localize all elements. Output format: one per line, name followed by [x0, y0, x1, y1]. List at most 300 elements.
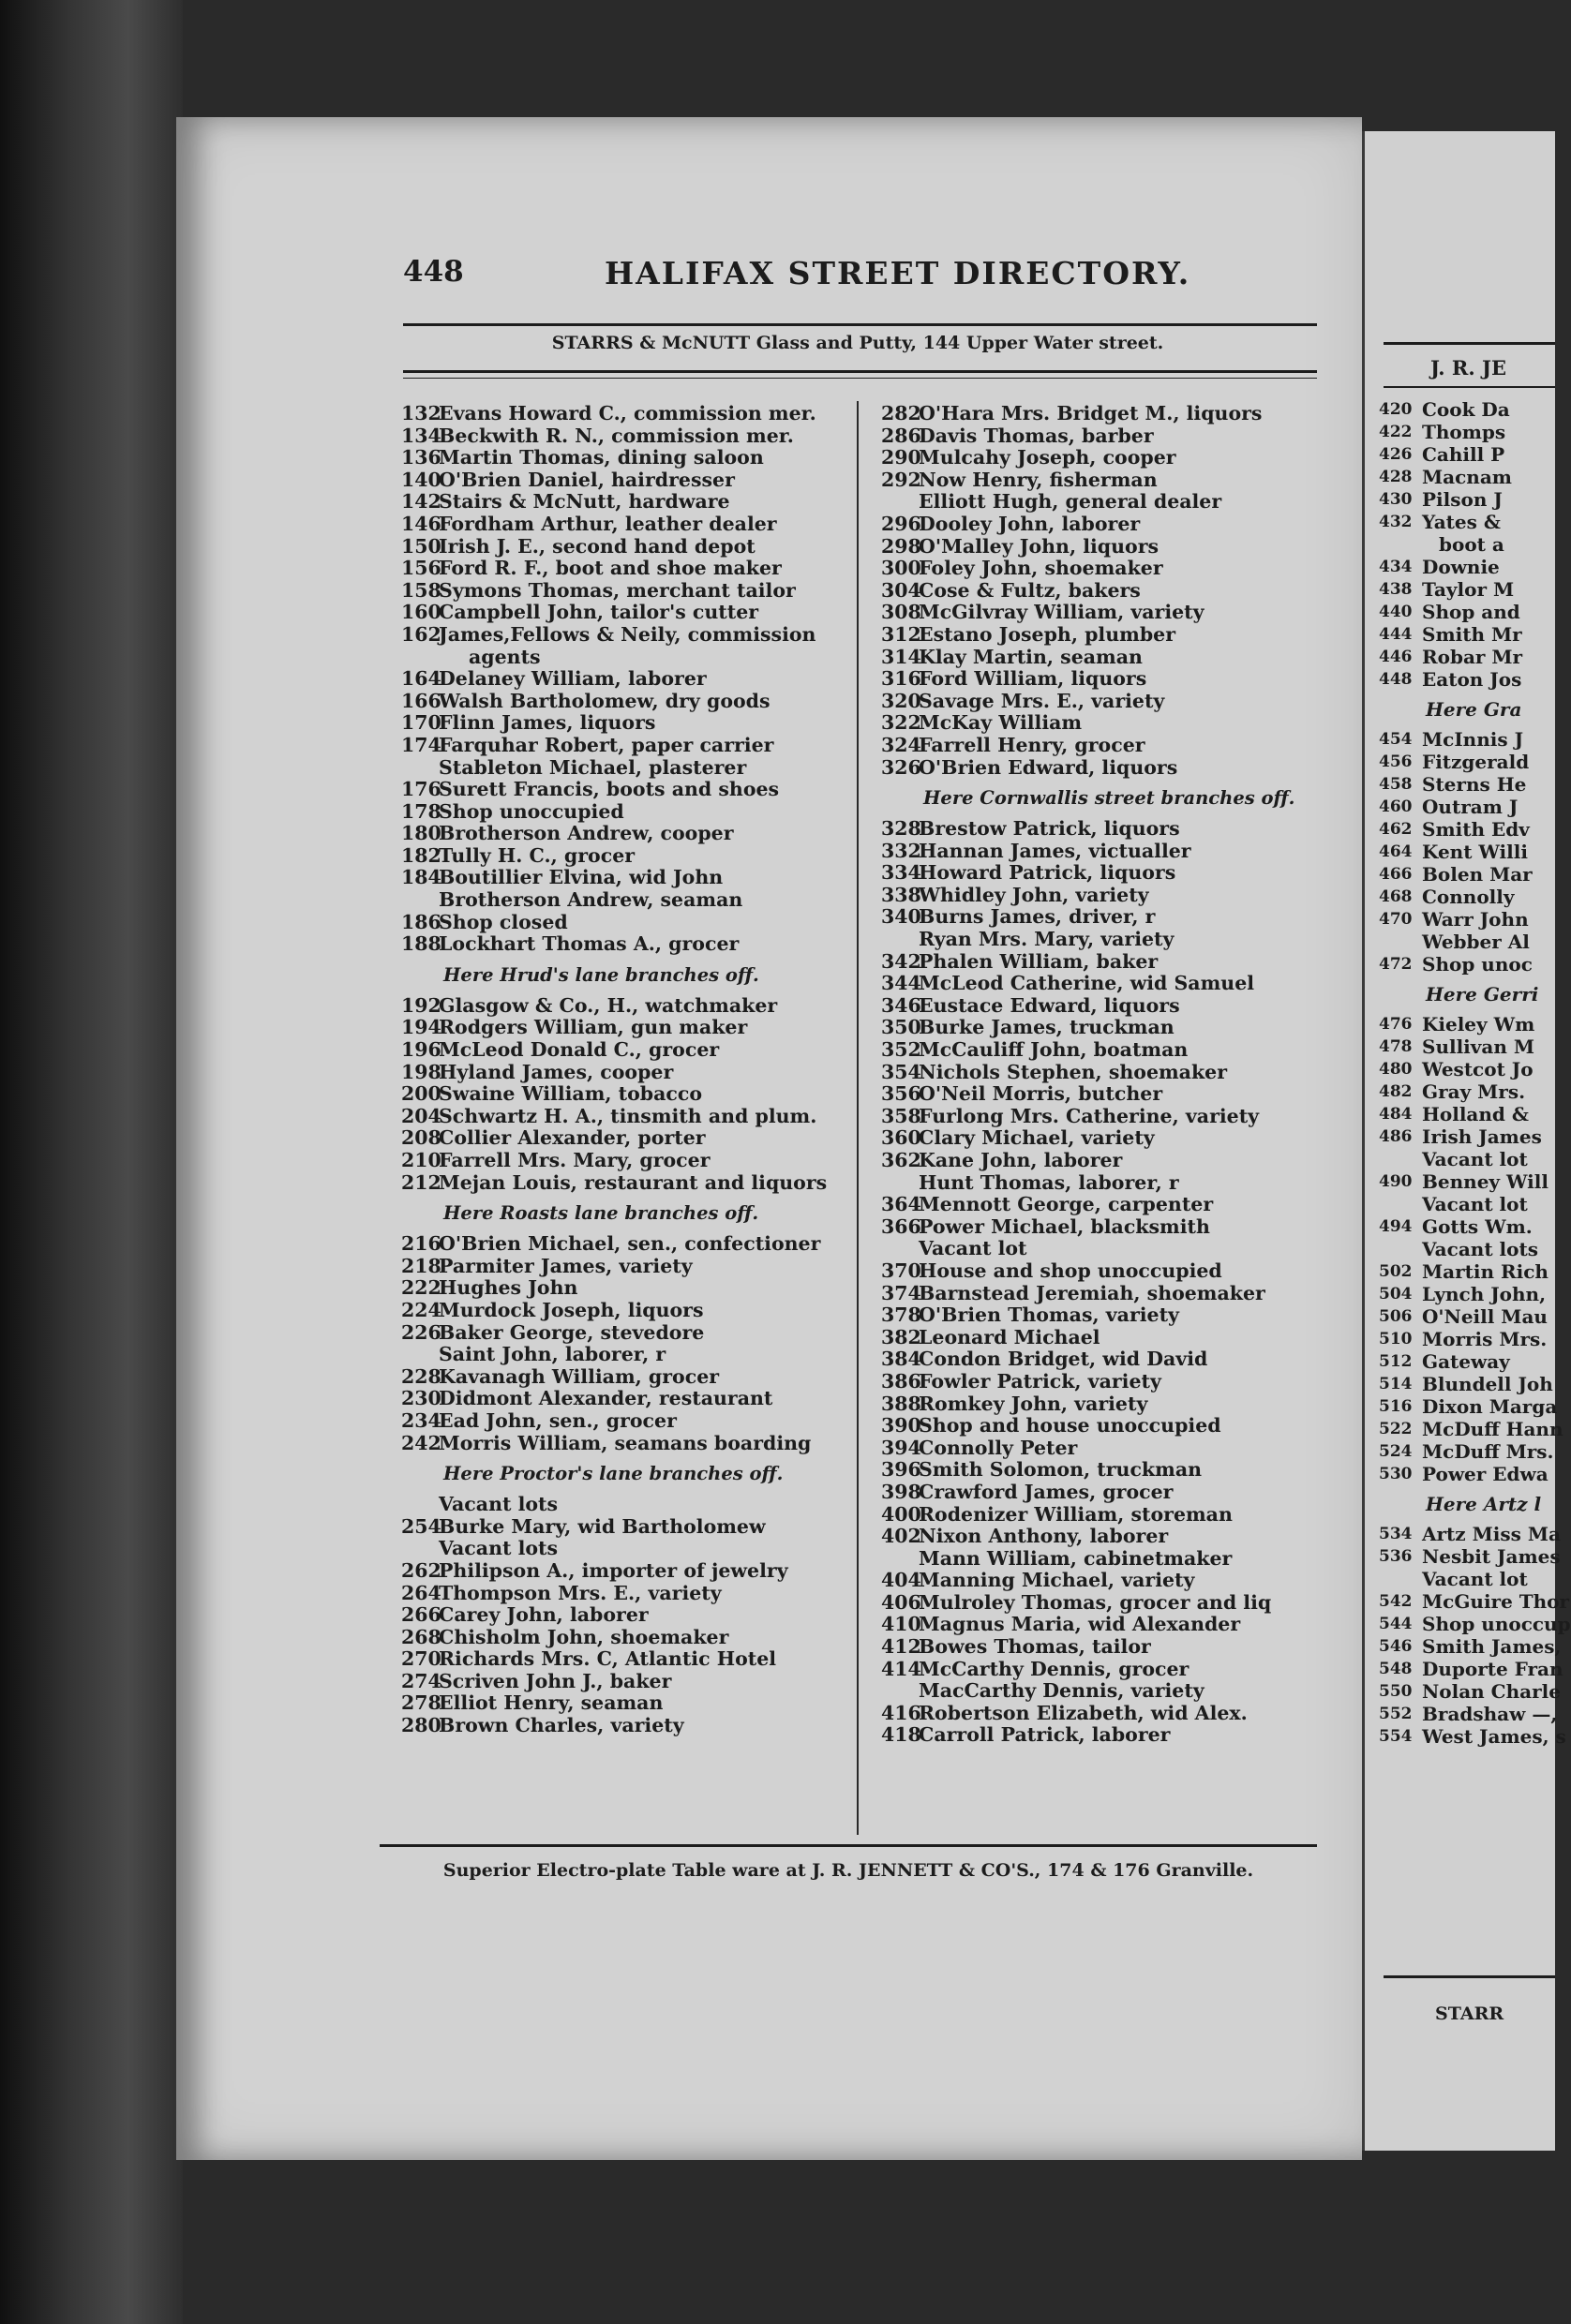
adjacent-house-number: 504	[1379, 1285, 1413, 1304]
house-number: 264	[401, 1581, 441, 1604]
directory-entry	[401, 447, 846, 469]
house-number: 320	[881, 689, 921, 712]
occupant-text: Furlong Mrs. Catherine, variety	[919, 1104, 1260, 1127]
adjacent-occupant-text: Eaton Jos	[1422, 668, 1522, 691]
occupant-text: Rodenizer William, storeman	[919, 1502, 1233, 1526]
directory-entry	[401, 1366, 846, 1389]
occupant-text: Hannan James, victualler	[919, 839, 1191, 862]
house-number: 216	[401, 1232, 441, 1256]
house-number: 186	[401, 910, 441, 933]
occupant-text: Delaney William, laborer	[439, 667, 707, 691]
branch-text: Here Cornwallis street branches off.	[923, 787, 1295, 810]
occupant-text: Howard Patrick, liquors	[919, 861, 1176, 885]
adjacent-house-number: 476	[1379, 1015, 1413, 1034]
house-number: 180	[401, 822, 441, 845]
house-number: 274	[401, 1669, 441, 1692]
house-number: 312	[881, 622, 921, 646]
directory-entry	[401, 1256, 846, 1278]
adjacent-occupant-text: Smith Mr	[1422, 623, 1522, 646]
adjacent-occupant-text: Shop and	[1422, 601, 1520, 623]
adjacent-house-number: 486	[1379, 1127, 1413, 1146]
house-number: 316	[881, 667, 921, 691]
occupant-text: Vacant lots	[439, 1493, 559, 1516]
adjacent-occupant-text: Irish James	[1422, 1125, 1542, 1148]
directory-entry	[881, 1194, 1340, 1216]
occupant-text: Foley John, shoemaker	[919, 557, 1163, 580]
directory-entry	[401, 1433, 846, 1455]
directory-entry	[401, 1648, 846, 1671]
adjacent-occupant-text: Here Gerri	[1426, 983, 1539, 1006]
house-number: 184	[401, 866, 441, 889]
house-number: 178	[401, 799, 441, 823]
directory-entry	[881, 536, 1340, 559]
house-number: 176	[401, 778, 441, 801]
occupant-text: Farquhar Robert, paper carrier	[439, 733, 774, 756]
occupant-text: Fordham Arthur, leather dealer	[439, 512, 777, 535]
directory-entry	[401, 1127, 846, 1150]
directory-entry	[881, 1039, 1340, 1062]
directory-entry	[401, 845, 846, 868]
house-number: 402	[881, 1525, 921, 1548]
occupant-text: Elliott Hugh, general dealer	[919, 490, 1222, 514]
house-number: 340	[881, 905, 921, 929]
house-number: 388	[881, 1392, 921, 1415]
directory-entry	[881, 841, 1340, 863]
adjacent-house-number: 462	[1379, 820, 1413, 839]
occupant-text: Shop and house unoccupied	[919, 1414, 1221, 1438]
house-number: 198	[401, 1060, 441, 1083]
house-number: 300	[881, 557, 921, 580]
directory-entry	[401, 1277, 846, 1300]
adjacent-occupant-text: Yates &	[1422, 511, 1501, 533]
directory-entry	[401, 1494, 846, 1516]
occupant-text: Fowler Patrick, variety	[919, 1369, 1161, 1393]
occupant-text: Savage Mrs. E., variety	[919, 689, 1165, 712]
adjacent-occupant-text: McDuff Mrs.	[1422, 1440, 1554, 1463]
occupant-text: Carroll Patrick, laborer	[919, 1723, 1171, 1747]
occupant-text: Mennott George, carpenter	[919, 1193, 1214, 1216]
directory-entry	[401, 912, 846, 934]
house-number: 352	[881, 1038, 921, 1062]
occupant-text: O'Brien Edward, liquors	[919, 755, 1178, 779]
occupant-text: McCauliff John, boatman	[919, 1038, 1189, 1062]
house-number: 328	[881, 817, 921, 841]
house-number: 398	[881, 1480, 921, 1503]
page-header	[403, 255, 1340, 302]
adjacent-occupant-text: Nolan Charle	[1422, 1680, 1561, 1703]
occupant-text: Mulcahy Joseph, cooper	[919, 446, 1176, 469]
occupant-text: Parmiter James, variety	[439, 1254, 693, 1277]
occupant-text: Richards Mrs. C, Atlantic Hotel	[439, 1647, 777, 1671]
occupant-text: Murdock Joseph, liquors	[439, 1298, 704, 1321]
directory-entry	[881, 403, 1340, 425]
directory-entry	[401, 933, 846, 956]
house-number: 396	[881, 1458, 921, 1482]
directory-entry	[881, 1017, 1340, 1039]
house-number: 182	[401, 843, 441, 867]
adjacent-house-number: 470	[1379, 910, 1413, 929]
occupant-text: James,Fellows & Neily, commission	[439, 622, 816, 646]
house-number: 364	[881, 1193, 921, 1216]
directory-entry	[401, 1017, 846, 1039]
occupant-text: McGilvray William, variety	[919, 601, 1204, 624]
adjacent-house-number: 448	[1379, 670, 1413, 689]
occupant-text: Smith Solomon, truckman	[919, 1458, 1203, 1482]
occupant-text: agents	[469, 645, 541, 668]
occupant-text: Thompson Mrs. E., variety	[439, 1581, 722, 1604]
house-number: 304	[881, 578, 921, 602]
occupant-text: Mann William, cabinetmaker	[919, 1546, 1233, 1570]
adjacent-house-number: 422	[1379, 423, 1413, 441]
adjacent-occupant-text: Bradshaw —,	[1422, 1703, 1558, 1725]
directory-entry	[881, 447, 1340, 469]
occupant-text: Swaine William, tobacco	[439, 1082, 703, 1106]
adjacent-house-number: 542	[1379, 1592, 1413, 1611]
occupant-text: Didmont Alexander, restaurant	[439, 1387, 773, 1410]
directory-entry	[401, 403, 846, 425]
directory-entry	[401, 1062, 846, 1084]
house-number: 156	[401, 557, 441, 580]
branch-note	[881, 779, 1340, 818]
adjacent-occupant-text: Cahill P	[1422, 443, 1505, 466]
adjacent-house-number: 502	[1379, 1262, 1413, 1281]
occupant-text: Manning Michael, variety	[919, 1569, 1195, 1592]
house-number: 314	[881, 645, 921, 668]
branch-note	[401, 1194, 846, 1233]
branch-text: Here Roasts lane branches off.	[443, 1202, 759, 1225]
branch-text: Here Hrud's lane branches off.	[443, 963, 759, 986]
directory-entry	[401, 779, 846, 801]
house-number: 134	[401, 424, 441, 447]
occupant-text: Hunt Thomas, laborer, r	[919, 1170, 1179, 1194]
adjacent-house-number: 444	[1379, 625, 1413, 644]
occupant-text: Kane John, laborer	[919, 1149, 1123, 1171]
adjacent-house-number: 524	[1379, 1442, 1413, 1461]
house-number: 342	[881, 949, 921, 973]
adjacent-house-number: 546	[1379, 1637, 1413, 1656]
occupant-text: Estano Joseph, plumber	[919, 622, 1175, 646]
adjacent-occupant-text: Blundell Joh	[1422, 1373, 1553, 1395]
adjacent-occupant-text: Kent Willi	[1422, 841, 1528, 863]
occupant-text: Stableton Michael, plasterer	[439, 755, 747, 779]
adjacent-occupant-text: Shop unoc	[1422, 953, 1533, 976]
adjacent-occupant-text: McGuire Thor	[1422, 1590, 1570, 1613]
house-number: 224	[401, 1298, 441, 1321]
occupant-text: Beckwith R. N., commission mer.	[439, 424, 794, 447]
directory-entry	[881, 757, 1340, 780]
occupant-text: Shop closed	[439, 910, 568, 933]
occupant-text: Connolly Peter	[919, 1436, 1078, 1459]
adjacent-occupant-text: Power Edwa	[1422, 1463, 1549, 1485]
directory-entry	[881, 1127, 1340, 1150]
directory-entry	[881, 1724, 1340, 1747]
adjacent-house-number: 420	[1379, 400, 1413, 419]
occupant-text: O'Brien Daniel, hairdresser	[439, 468, 735, 491]
adjacent-occupant-text: McDuff Hann	[1422, 1418, 1564, 1440]
adjacent-occupant-text: Connolly	[1422, 886, 1515, 908]
house-number: 164	[401, 667, 441, 691]
house-number: 346	[881, 993, 921, 1017]
occupant-text: O'Hara Mrs. Bridget M., liquors	[919, 402, 1263, 425]
branch-note	[401, 1454, 846, 1494]
house-number: 358	[881, 1104, 921, 1127]
directory-entry	[401, 425, 846, 448]
occupant-text: Hughes John	[439, 1276, 578, 1300]
adjacent-house-number: 494	[1379, 1217, 1413, 1236]
directory-entry	[881, 1172, 1340, 1195]
occupant-text: Stairs & McNutt, hardware	[439, 490, 730, 514]
house-number: 228	[401, 1364, 441, 1388]
house-number: 174	[401, 733, 441, 756]
house-number: 386	[881, 1369, 921, 1393]
directory-entry	[881, 1636, 1340, 1659]
directory-entry	[881, 1570, 1340, 1592]
adjacent-house-number: 522	[1379, 1420, 1413, 1438]
directory-entry	[401, 889, 846, 912]
occupant-text: Glasgow & Co., H., watchmaker	[439, 993, 778, 1017]
occupant-text: Symons Thomas, merchant tailor	[439, 578, 796, 602]
occupant-text: Philipson A., importer of jewelry	[439, 1558, 788, 1582]
directory-entry	[401, 602, 846, 624]
directory-entry	[881, 491, 1340, 514]
house-number: 266	[401, 1603, 441, 1627]
directory-entry	[401, 801, 846, 824]
adjacent-house-number: 552	[1379, 1705, 1413, 1723]
house-number: 268	[401, 1625, 441, 1648]
directory-entry	[401, 1083, 846, 1106]
directory-entry	[881, 1150, 1340, 1172]
adjacent-house-number: 464	[1379, 842, 1413, 861]
house-number: 308	[881, 601, 921, 624]
adjacent-house-number: 484	[1379, 1105, 1413, 1124]
adjacent-occupant-text: boot a	[1439, 533, 1504, 556]
adjacent-house-number: 434	[1379, 558, 1413, 576]
adjacent-occupant-text: Downie	[1422, 556, 1500, 578]
house-number: 362	[881, 1149, 921, 1171]
directory-entry	[881, 1459, 1340, 1482]
adjacent-occupant-text: Gateway	[1422, 1350, 1510, 1373]
adjacent-house-number: 468	[1379, 887, 1413, 906]
house-number: 394	[881, 1436, 921, 1459]
book-spine	[0, 0, 183, 2324]
house-number: 150	[401, 534, 441, 558]
house-number: 160	[401, 601, 441, 624]
occupant-text: McCarthy Dennis, grocer	[919, 1657, 1189, 1680]
house-number: 204	[401, 1104, 441, 1127]
ad-rule-thin	[403, 378, 1317, 379]
directory-entry	[401, 1538, 846, 1560]
occupant-text: Ead John, sen., grocer	[439, 1408, 677, 1432]
adjacent-occupant-text: Sullivan M	[1422, 1035, 1534, 1058]
directory-entry	[881, 469, 1340, 492]
footer-rule	[380, 1844, 1317, 1847]
adjacent-occupant-text: O'Neill Mau	[1422, 1305, 1548, 1328]
occupant-text: Nichols Stephen, shoemaker	[919, 1060, 1228, 1083]
adjacent-house-number: 530	[1379, 1465, 1413, 1483]
occupant-text: Lockhart Thomas A., grocer	[439, 932, 740, 956]
occupant-text: Walsh Bartholomew, dry goods	[439, 689, 771, 712]
adjacent-house-number: 480	[1379, 1060, 1413, 1079]
occupant-text: Shop unoccupied	[439, 799, 624, 823]
directory-entry	[881, 1348, 1340, 1371]
adjacent-occupant-text: Artz Miss Ma	[1422, 1523, 1561, 1545]
house-number: 162	[401, 622, 441, 646]
directory-entry	[881, 1438, 1340, 1460]
directory-entry	[881, 1062, 1340, 1084]
directory-entry	[881, 1106, 1340, 1128]
occupant-text: Now Henry, fisherman	[919, 468, 1158, 491]
adjacent-house-number: 466	[1379, 865, 1413, 884]
house-number: 218	[401, 1254, 441, 1277]
adjacent-house-number: 554	[1379, 1727, 1413, 1746]
occupant-text: Carey John, laborer	[439, 1603, 649, 1627]
adjacent-occupant-text: Thomps	[1422, 421, 1506, 443]
directory-entry	[881, 712, 1340, 735]
directory-entry	[881, 1216, 1340, 1239]
adjacent-house-number: 550	[1379, 1682, 1413, 1701]
adjacent-occupant-text: Here Artz l	[1426, 1493, 1542, 1515]
directory-entry	[881, 951, 1340, 974]
occupant-text: Cose & Fultz, bakers	[919, 578, 1141, 602]
directory-entry	[881, 1083, 1340, 1106]
directory-entry	[401, 995, 846, 1018]
house-number: 400	[881, 1502, 921, 1526]
occupant-text: Boutillier Elvina, wid John	[439, 866, 724, 889]
occupant-text: Hyland James, cooper	[439, 1060, 674, 1083]
directory-entry	[881, 580, 1340, 603]
occupant-text: Leonard Michael	[919, 1325, 1100, 1348]
occupant-text: Davis Thomas, barber	[919, 424, 1154, 447]
occupant-text: Clary Michael, variety	[919, 1126, 1155, 1150]
house-number: 280	[401, 1714, 441, 1737]
occupant-text: Phalen William, baker	[919, 949, 1159, 973]
house-number: 212	[401, 1170, 441, 1194]
occupant-text: Brotherson Andrew, cooper	[439, 822, 734, 845]
occupant-text: Robertson Elizabeth, wid Alex.	[919, 1701, 1248, 1724]
directory-entry	[881, 1526, 1340, 1548]
header-rule	[403, 323, 1317, 326]
house-number: 290	[881, 446, 921, 469]
occupant-text: Martin Thomas, dining saloon	[439, 446, 764, 469]
occupant-text: Kavanagh William, grocer	[439, 1364, 720, 1388]
house-number: 278	[401, 1691, 441, 1715]
house-number: 132	[401, 402, 441, 425]
house-number: 142	[401, 490, 441, 514]
adjacent-occupant-text: Outram J	[1422, 796, 1519, 818]
house-number: 416	[881, 1701, 921, 1724]
directory-entry	[401, 1172, 846, 1195]
directory-entry	[401, 691, 846, 713]
directory-entry	[881, 818, 1340, 841]
occupant-text: Burke Mary, wid Bartholomew	[439, 1514, 766, 1538]
directory-entry	[881, 1415, 1340, 1438]
adjacent-house-number: 510	[1379, 1330, 1413, 1348]
adjacent-house-number: 430	[1379, 490, 1413, 509]
adjacent-house-number: 458	[1379, 775, 1413, 794]
house-number: 338	[881, 883, 921, 906]
occupant-text: Collier Alexander, porter	[439, 1126, 706, 1150]
adjacent-occupant-text: Kieley Wm	[1422, 1013, 1535, 1035]
directory-entry	[881, 1592, 1340, 1615]
occupant-text: Farrell Henry, grocer	[919, 733, 1145, 756]
house-number: 194	[401, 1016, 441, 1039]
house-number: 354	[881, 1060, 921, 1083]
directory-entry	[881, 1283, 1340, 1305]
directory-entry	[401, 536, 846, 559]
occupant-text: Romkey John, variety	[919, 1392, 1148, 1415]
directory-entry	[881, 668, 1340, 691]
house-number: 242	[401, 1431, 441, 1454]
occupant-text: Scriven John J., baker	[439, 1669, 672, 1692]
directory-entry	[881, 929, 1340, 951]
house-number: 390	[881, 1414, 921, 1438]
occupant-text: MacCarthy Dennis, variety	[919, 1679, 1204, 1703]
adjacent-house-number: 460	[1379, 797, 1413, 816]
house-number: 166	[401, 689, 441, 712]
house-number: 356	[881, 1082, 921, 1106]
occupant-text: Vacant lot	[919, 1237, 1027, 1260]
house-number: 200	[401, 1082, 441, 1106]
occupant-text: Ryan Mrs. Mary, variety	[919, 928, 1175, 951]
directory-entry	[881, 514, 1340, 536]
occupant-text: Irish J. E., second hand depot	[439, 534, 756, 558]
occupant-text: Brestow Patrick, liquors	[919, 817, 1180, 841]
directory-entry	[881, 425, 1340, 448]
occupant-text: Eustace Edward, liquors	[919, 993, 1180, 1017]
house-number: 378	[881, 1304, 921, 1327]
adjacent-house-number: 456	[1379, 752, 1413, 771]
directory-entry	[881, 558, 1340, 580]
directory-entry	[401, 1388, 846, 1410]
house-number: 226	[401, 1320, 441, 1344]
directory-entry	[401, 1560, 846, 1583]
directory-entry	[401, 647, 846, 669]
occupant-text: O'Brien Thomas, variety	[919, 1304, 1179, 1327]
directory-entry	[401, 1300, 846, 1322]
directory-entry	[401, 514, 846, 536]
entries-column-right	[881, 403, 1340, 1747]
house-number: 374	[881, 1281, 921, 1304]
house-number: 298	[881, 534, 921, 558]
house-number: 404	[881, 1569, 921, 1592]
house-number: 262	[401, 1558, 441, 1582]
directory-entry	[881, 1504, 1340, 1527]
house-number: 196	[401, 1038, 441, 1062]
branch-note	[401, 956, 846, 995]
house-number: 410	[881, 1613, 921, 1636]
directory-entry	[881, 1260, 1340, 1283]
directory-entry	[401, 1150, 846, 1172]
directory-entry	[401, 1233, 846, 1256]
column-divider	[857, 401, 859, 1835]
occupant-text: Bowes Thomas, tailor	[919, 1635, 1151, 1659]
directory-entry	[401, 867, 846, 889]
directory-entry	[881, 973, 1340, 995]
adjacent-occupant-text: Vacant lot	[1422, 1568, 1528, 1590]
occupant-text: House and shop unoccupied	[919, 1259, 1222, 1282]
house-number: 414	[881, 1657, 921, 1680]
house-number: 146	[401, 512, 441, 535]
occupant-text: Chisholm John, shoemaker	[439, 1625, 729, 1648]
directory-entry	[401, 823, 846, 845]
adjacent-house-number: 432	[1379, 513, 1413, 531]
directory-entry	[401, 668, 846, 691]
directory-entry	[881, 1659, 1340, 1681]
occupant-text: Morris William, seamans boarding	[439, 1431, 812, 1454]
house-number: 230	[401, 1387, 441, 1410]
house-number: 370	[881, 1259, 921, 1282]
directory-entry	[401, 1410, 846, 1433]
